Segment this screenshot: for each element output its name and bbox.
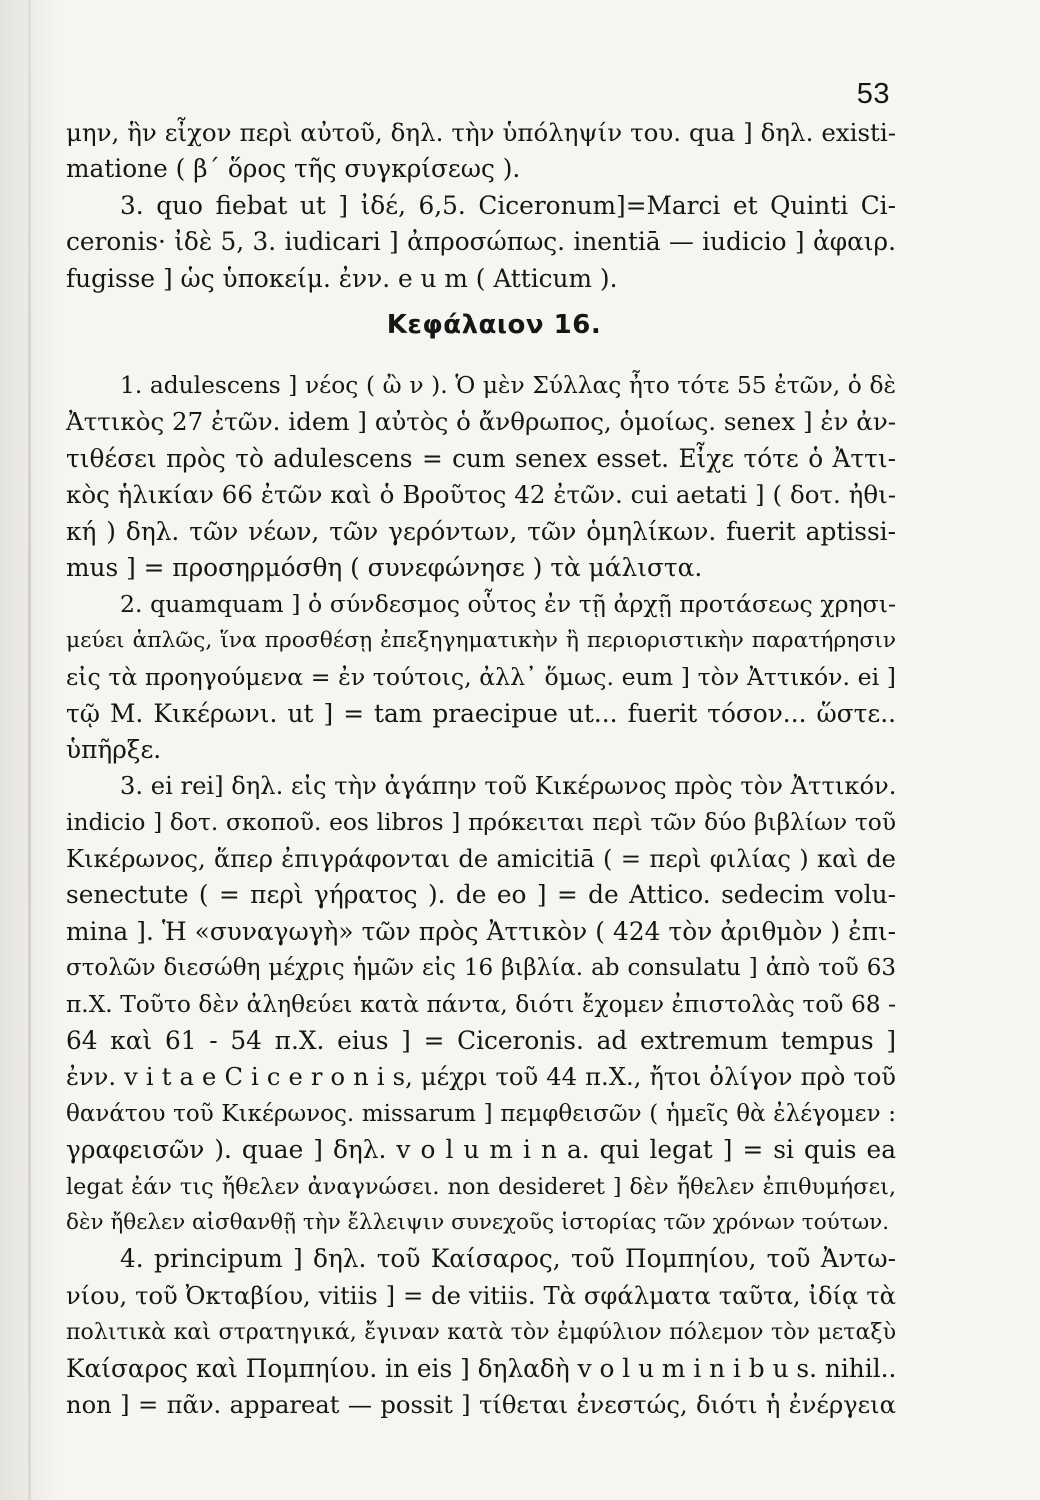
text-line: ἐνν. v i t a e C i c e r o n i s, μέχρι τοῦ 44 π.Χ., ἤτοι ὀλίγον πρὸ τοῦ xyxy=(66,1063,896,1092)
text-line: mina ]. Ἡ «συναγωγὴ» τῶν πρὸς Ἀττικὸν ( 424 τὸν ἀριθμὸν ) ἐπι- xyxy=(66,916,896,946)
text-line: ceronis· ἰδὲ 5, 3. iudicari ] ἀπροσώπως. inentiā — iudicio ] ἀφαιρ. xyxy=(66,227,896,257)
text-line: 4. principum ] δηλ. τοῦ Καίσαρος, τοῦ Πομπηίου, τοῦ Ἀντω- xyxy=(120,1244,896,1274)
text-line: Κικέρωνος, ἅπερ ἐπιγράφονται de amicitiā ( = περὶ φιλίας ) καὶ de xyxy=(66,845,896,874)
text-line: κὸς ἡλικίαν 66 ἐτῶν καὶ ὁ Βροῦτος 42 ἐτῶν. cui aetati ] ( δοτ. ἠθι- xyxy=(66,480,896,510)
text-line: 2. quamquam ] ὁ σύνδεσμος οὗτος ἐν τῇ ἀρχῇ προτάσεως χρησι- xyxy=(120,590,896,619)
commentary-block-top xyxy=(66,115,896,297)
text-line: τῷ M. Κικέρωνι. ut ] = tam praecipue ut... fuerit τόσον... ὥστε.. xyxy=(66,698,896,728)
text-line: θανάτου τοῦ Κικέρωνος. missarum ] πεμφθεισῶν ( ἡμεῖς θὰ ἐλέγομεν : xyxy=(66,1100,896,1127)
text-line: δὲν ἤθελεν αἰσθανθῇ τὴν ἔλλειψιν συνεχοῦς ἱστορίας τῶν χρόνων τούτων. xyxy=(66,1209,890,1235)
text-line: πολιτικὰ καὶ στρατηγικά, ἔγιναν κατὰ τὸν ἐμφύλιον πόλεμον τὸν μεταξὺ xyxy=(66,1319,896,1346)
text-line: ὑπῆρξε. xyxy=(66,734,162,764)
text-line: κή ) δηλ. τῶν νέων, τῶν γερόντων, τῶν ὁμηλίκων. fuerit aptissi- xyxy=(66,516,896,546)
chapter-heading xyxy=(0,310,1040,340)
text-line: εἰς τὰ προηγούμενα = ἐν τούτοις, ἀλλ᾽ ὅμως. eum ] τὸν Ἀττικόν. ei ] xyxy=(66,663,896,692)
text-line: mus ] = προσηρμόσθη ( συνεφώνησε ) τὰ μάλιστα. xyxy=(66,552,703,582)
text-line: legat ἐάν τις ἤθελεν ἀναγνώσει. non desideret ] δὲν ἤθελεν ἐπιθυμήσει, xyxy=(66,1173,896,1200)
text-line: senectute ( = περὶ γήρατος ). de eo ] = de Attico. sedecim volu- xyxy=(66,880,896,910)
text-line: π.Χ. Τοῦτο δὲν ἀληθεύει κατὰ πάντα, διότι ἔχομεν ἐπιστολὰς τοῦ 68 - xyxy=(66,990,896,1018)
text-line: 3. quo fiebat ut ] ἰδέ, 6,5. Ciceronum]=Marci et Quinti Ci- xyxy=(120,190,896,220)
text-line: 3. ei rei] δηλ. εἰς τὴν ἀγάπην τοῦ Κικέρωνος πρὸς τὸν Ἀττικόν. xyxy=(120,772,897,801)
text-line: μεύει ἁπλῶς, ἵνα προσθέσῃ ἐπεξηγηματικὴν ἢ περιοριστικὴν παρατήρησιν xyxy=(66,627,896,653)
text-line: matione ( β΄ ὅρος τῆς συγκρίσεως ). xyxy=(66,154,521,184)
text-line: fugisse ] ὡς ὑποκείμ. ἐνν. e u m ( Atticum ). xyxy=(66,263,618,293)
text-line: στολῶν διεσώθη μέχρις ἡμῶν εἰς 16 βιβλία. ab consulatu ] ἀπὸ τοῦ 63 xyxy=(66,955,896,982)
text-line: νίου, τοῦ Ὀκταβίου, vitiis ] = de vitiis. Τὰ σφάλματα ταῦτα, ἰδίᾳ τὰ xyxy=(66,1281,896,1310)
text-line: τιθέσει πρὸς τὸ adulescens = cum senex esset. Εἶχε τότε ὁ Ἀττι- xyxy=(66,443,896,473)
text-line: μην, ἣν εἶχον περὶ αὐτοῦ, δηλ. τὴν ὑπόληψίν του. qua ] δηλ. existi- xyxy=(66,118,896,147)
text-line: non ] = πᾶν. appareat — possit ] τίθεται ἐνεστώς, διότι ἡ ἐνέργεια xyxy=(66,1390,896,1419)
binding-edge xyxy=(28,0,31,1500)
text-line: 1. adulescens ] νέος ( ὢ ν ). Ὁ μὲν Σύλλας ἦτο τότε 55 ἐτῶν, ὁ δὲ xyxy=(120,372,896,399)
page-number: 53 xyxy=(856,78,890,110)
text-line: 64 καὶ 61 - 54 π.Χ. eius ] = Ciceronis. ad extremum tempus ] xyxy=(66,1026,896,1056)
text-line: indicio ] δοτ. σκοποῦ. eos libros ] πρόκειται περὶ τῶν δύο βιβλίων τοῦ xyxy=(66,808,896,836)
commentary-block-main xyxy=(66,368,896,1423)
chapter-heading-text: Κεφάλαιον 16. xyxy=(386,310,602,340)
text-line: Ἀττικὸς 27 ἐτῶν. idem ] αὐτὸς ὁ ἄνθρωπος, ὁμοίως. senex ] ἐν ἀν- xyxy=(66,407,896,437)
text-line: γραφεισῶν ). quae ] δηλ. v o l u m i n a. qui legat ] = si quis ea xyxy=(66,1135,896,1165)
text-line: Καίσαρος καὶ Πομπηίου. in eis ] δηλαδὴ v o l u m i n i b u s. nihil.. xyxy=(66,1353,897,1383)
